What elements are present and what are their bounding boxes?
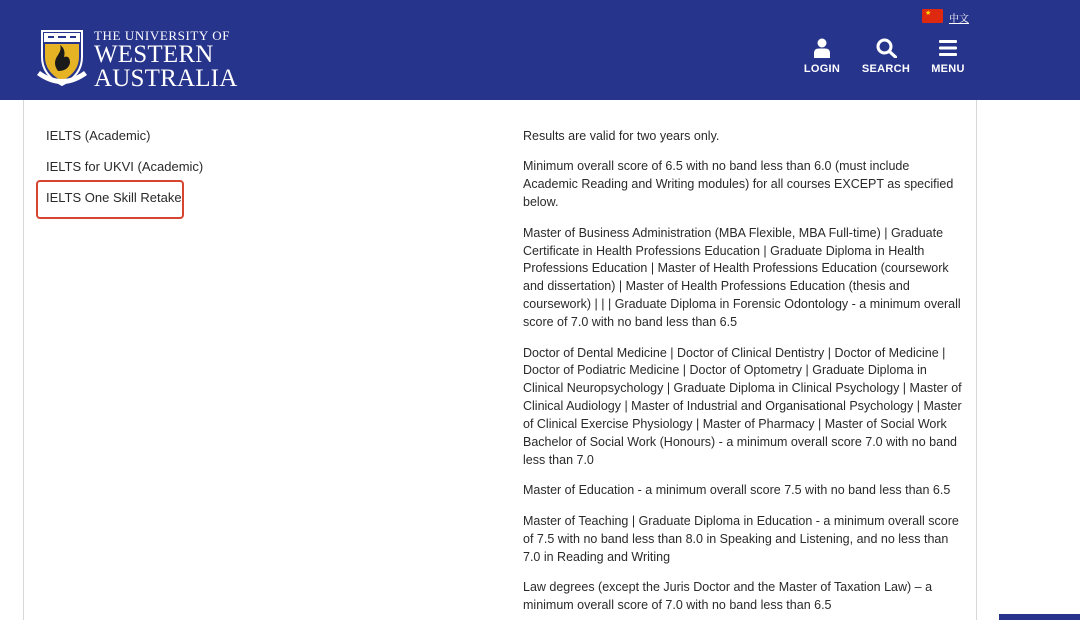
china-flag-icon: ★ <box>922 9 943 23</box>
requirement-paragraph: Master of Education - a minimum overall score 7.5 with no band less than 6.5 <box>523 483 951 498</box>
requirement-paragraph: Results are valid for two years only. <box>523 129 720 143</box>
university-logo[interactable] <box>36 27 238 92</box>
test-name-ielts-academic: IELTS (Academic) <box>46 128 151 143</box>
test-name-ielts-ukvi: IELTS for UKVI (Academic) <box>46 159 204 174</box>
requirement-paragraph: Master of Teaching | Graduate Diploma in Education - a minimum overall score of 7.5 with no band less than 8.0 in Speaking and Listening, and no less than 7.0 in Reading and Writing <box>523 513 959 564</box>
logo-line-3: AUSTRALIA <box>94 65 238 92</box>
search-label: SEARCH <box>861 63 911 75</box>
user-icon <box>814 38 830 58</box>
language-link[interactable]: 中文 <box>949 14 969 25</box>
requirements-column <box>523 128 963 620</box>
highlight-box <box>36 180 184 219</box>
login-label: LOGIN <box>803 63 841 75</box>
menu-button[interactable] <box>920 38 976 75</box>
requirement-paragraph: Law degrees (except the Juris Doctor and the Master of Taxation Law) – a minimum overall score of 7.0 with no band less than 6.5 <box>523 580 933 612</box>
search-icon <box>876 38 897 58</box>
search-button[interactable] <box>858 38 914 75</box>
floating-bar[interactable] <box>999 614 1080 620</box>
hamburger-menu-icon <box>938 38 958 58</box>
crest-icon <box>36 27 88 89</box>
logo-line-2: WESTERN <box>94 41 214 68</box>
site-header <box>0 0 1080 100</box>
logo-line-1: THE UNIVERSITY OF <box>94 28 231 43</box>
requirement-paragraph: Master of Business Administration (MBA Flexible, MBA Full-time) | Graduate Certificate in Health Professions Education | Graduate Diploma in Health Professions Education | Master of Health Professions Education (coursework and dissertation) | Master of Health Professions Education (thesis and coursework) | | | Graduate Diploma in Forensic Odontology - a minimum overall score of 7.0 with no band less than 6.5 <box>523 225 961 330</box>
logo-wordmark <box>94 29 237 91</box>
requirement-paragraph: Doctor of Dental Medicine | Doctor of Clinical Dentistry | Doctor of Medicine | Doctor of Podiatric Medicine | Doctor of Optometry | Graduate Diploma in Clinical Neuropsychology | Graduate Diploma in Clinical Psychology | Master of Clinical Audiology | Master of Industrial and Organisational Psychology | Master of Clinical Exercise Physiology | Master of Pharmacy | Master of Social Work Bachelor of Social Work (Honours) - a minimum overall score 7.0 with no band less than 7.0 <box>523 345 962 467</box>
test-name-ielts-one-skill-retake: IELTS One Skill Retake <box>46 190 182 205</box>
menu-label: MENU <box>931 63 965 75</box>
login-button[interactable] <box>794 38 850 75</box>
requirement-paragraph: Minimum overall score of 6.5 with no band less than 6.0 (must include Academic Reading and Writing modules) for all courses EXCEPT as specified below. <box>523 159 954 210</box>
